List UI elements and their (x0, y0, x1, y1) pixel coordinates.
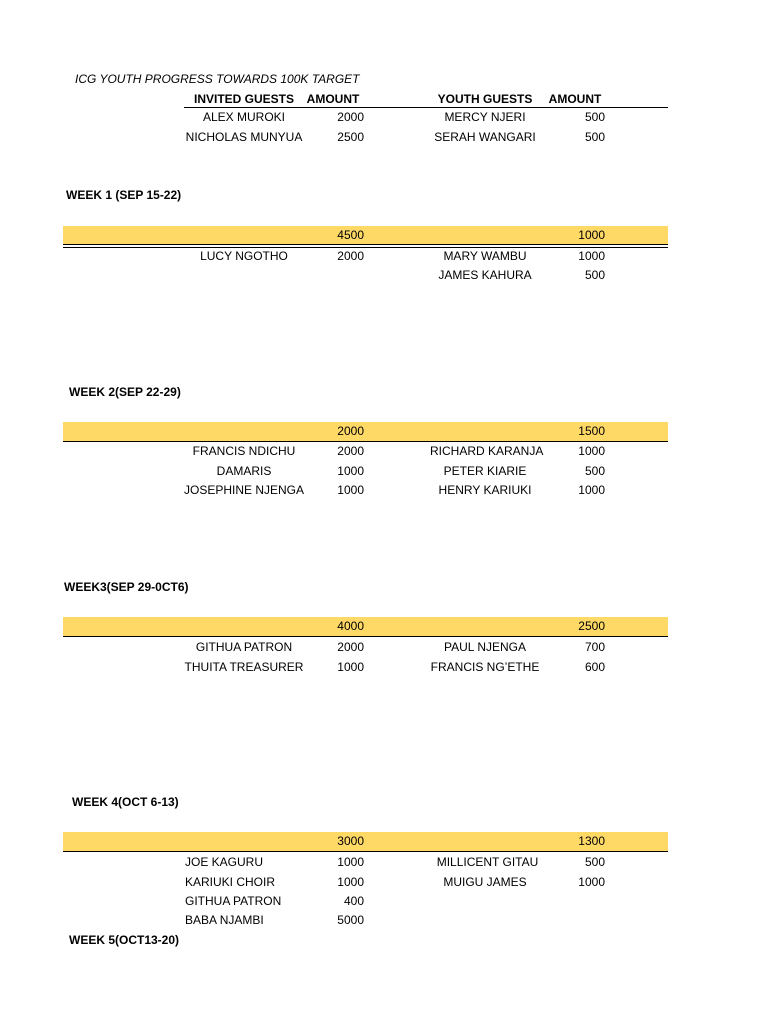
week-total-left: 3000 (337, 834, 364, 848)
week-total-left: 2000 (337, 424, 364, 438)
list-item-name: MILLICENT GITAU (436, 855, 539, 869)
list-item-amount: 500 (584, 855, 605, 869)
list-item-name: PETER KIARIE (443, 464, 527, 478)
week-total-right: 1500 (578, 424, 605, 438)
list-item-amount: 2000 (337, 249, 364, 263)
list-item-amount: 600 (584, 660, 605, 674)
week-total-right: 1300 (578, 834, 605, 848)
list-item-name: RICHARD KARANJA (430, 444, 544, 458)
week-total-right: 2500 (578, 619, 605, 633)
list-item-name: ALEX MUROKI (202, 110, 286, 124)
list-item-amount: 2000 (337, 444, 364, 458)
week-total-rule (63, 636, 668, 637)
list-item-amount: 5000 (337, 913, 364, 927)
week-label: WEEK 5(OCT13-20) (69, 933, 180, 947)
list-item-amount: 500 (584, 268, 605, 282)
list-item-amount: 700 (584, 640, 605, 654)
sheet-title: ICG YOUTH PROGRESS TOWARDS 100K TARGET (75, 72, 360, 86)
week-total-rule (63, 851, 668, 852)
list-item-amount: 1000 (578, 444, 605, 458)
list-item-name: SERAH WANGARI (434, 130, 536, 144)
list-item-amount: 2000 (337, 110, 364, 124)
week-label: WEEK 2(SEP 22-29) (69, 385, 181, 399)
list-item-amount: 500 (584, 130, 605, 144)
list-item-name: GITHUA PATRON (195, 640, 293, 654)
list-item-amount: 1000 (578, 483, 605, 497)
list-item-name: JAMES KAHURA (438, 268, 532, 282)
header-youth-guests: YOUTH GUESTS (437, 92, 533, 106)
list-item-name: JOE KAGURU (185, 855, 264, 869)
list-item-name: THUITA TREASURER (184, 660, 304, 674)
list-item-name: LUCY NGOTHO (200, 249, 288, 263)
week-total-rule (63, 441, 668, 442)
list-item-name: GITHUA PATRON (185, 894, 282, 908)
list-item-amount: 2000 (337, 640, 364, 654)
list-item-name: FRANCIS NDICHU (192, 444, 296, 458)
list-item-amount: 500 (584, 464, 605, 478)
header-underline (184, 107, 668, 108)
header-amount-right: AMOUNT (548, 92, 602, 106)
week-label: WEEK 4(OCT 6-13) (72, 795, 179, 809)
list-item-name: MUIGU JAMES (443, 875, 527, 889)
list-item-name: KARIUKI CHOIR (185, 875, 276, 889)
list-item-name: MERCY NJERI (444, 110, 526, 124)
header-invited-guests: INVITED GUESTS (193, 92, 294, 106)
list-item-name: JOSEPHINE NJENGA (184, 483, 305, 497)
header-amount-left: AMOUNT (306, 92, 360, 106)
list-item-name: NICHOLAS MUNYUA (185, 130, 303, 144)
list-item-amount: 500 (584, 110, 605, 124)
list-item-amount: 1000 (578, 875, 605, 889)
list-item-name: DAMARIS (216, 464, 272, 478)
week-total-rule (63, 244, 668, 248)
week-label: WEEK3(SEP 29-0CT6) (64, 580, 189, 594)
list-item-name: MARY WAMBU (443, 249, 527, 263)
list-item-name: BABA NJAMBI (185, 913, 264, 927)
list-item-amount: 1000 (337, 483, 364, 497)
week-total-right: 1000 (578, 228, 605, 242)
week-total-left: 4500 (337, 228, 364, 242)
list-item-amount: 1000 (578, 249, 605, 263)
list-item-name: PAUL NJENGA (443, 640, 527, 654)
week-label: WEEK 1 (SEP 15-22) (66, 188, 182, 202)
list-item-amount: 1000 (337, 875, 364, 889)
list-item-amount: 1000 (337, 660, 364, 674)
list-item-amount: 400 (343, 894, 364, 908)
list-item-amount: 2500 (337, 130, 364, 144)
list-item-name: FRANCIS NG’ETHE (430, 660, 540, 674)
list-item-amount: 1000 (337, 855, 364, 869)
week-total-left: 4000 (337, 619, 364, 633)
list-item-amount: 1000 (337, 464, 364, 478)
list-item-name: HENRY KARIUKI (438, 483, 532, 497)
